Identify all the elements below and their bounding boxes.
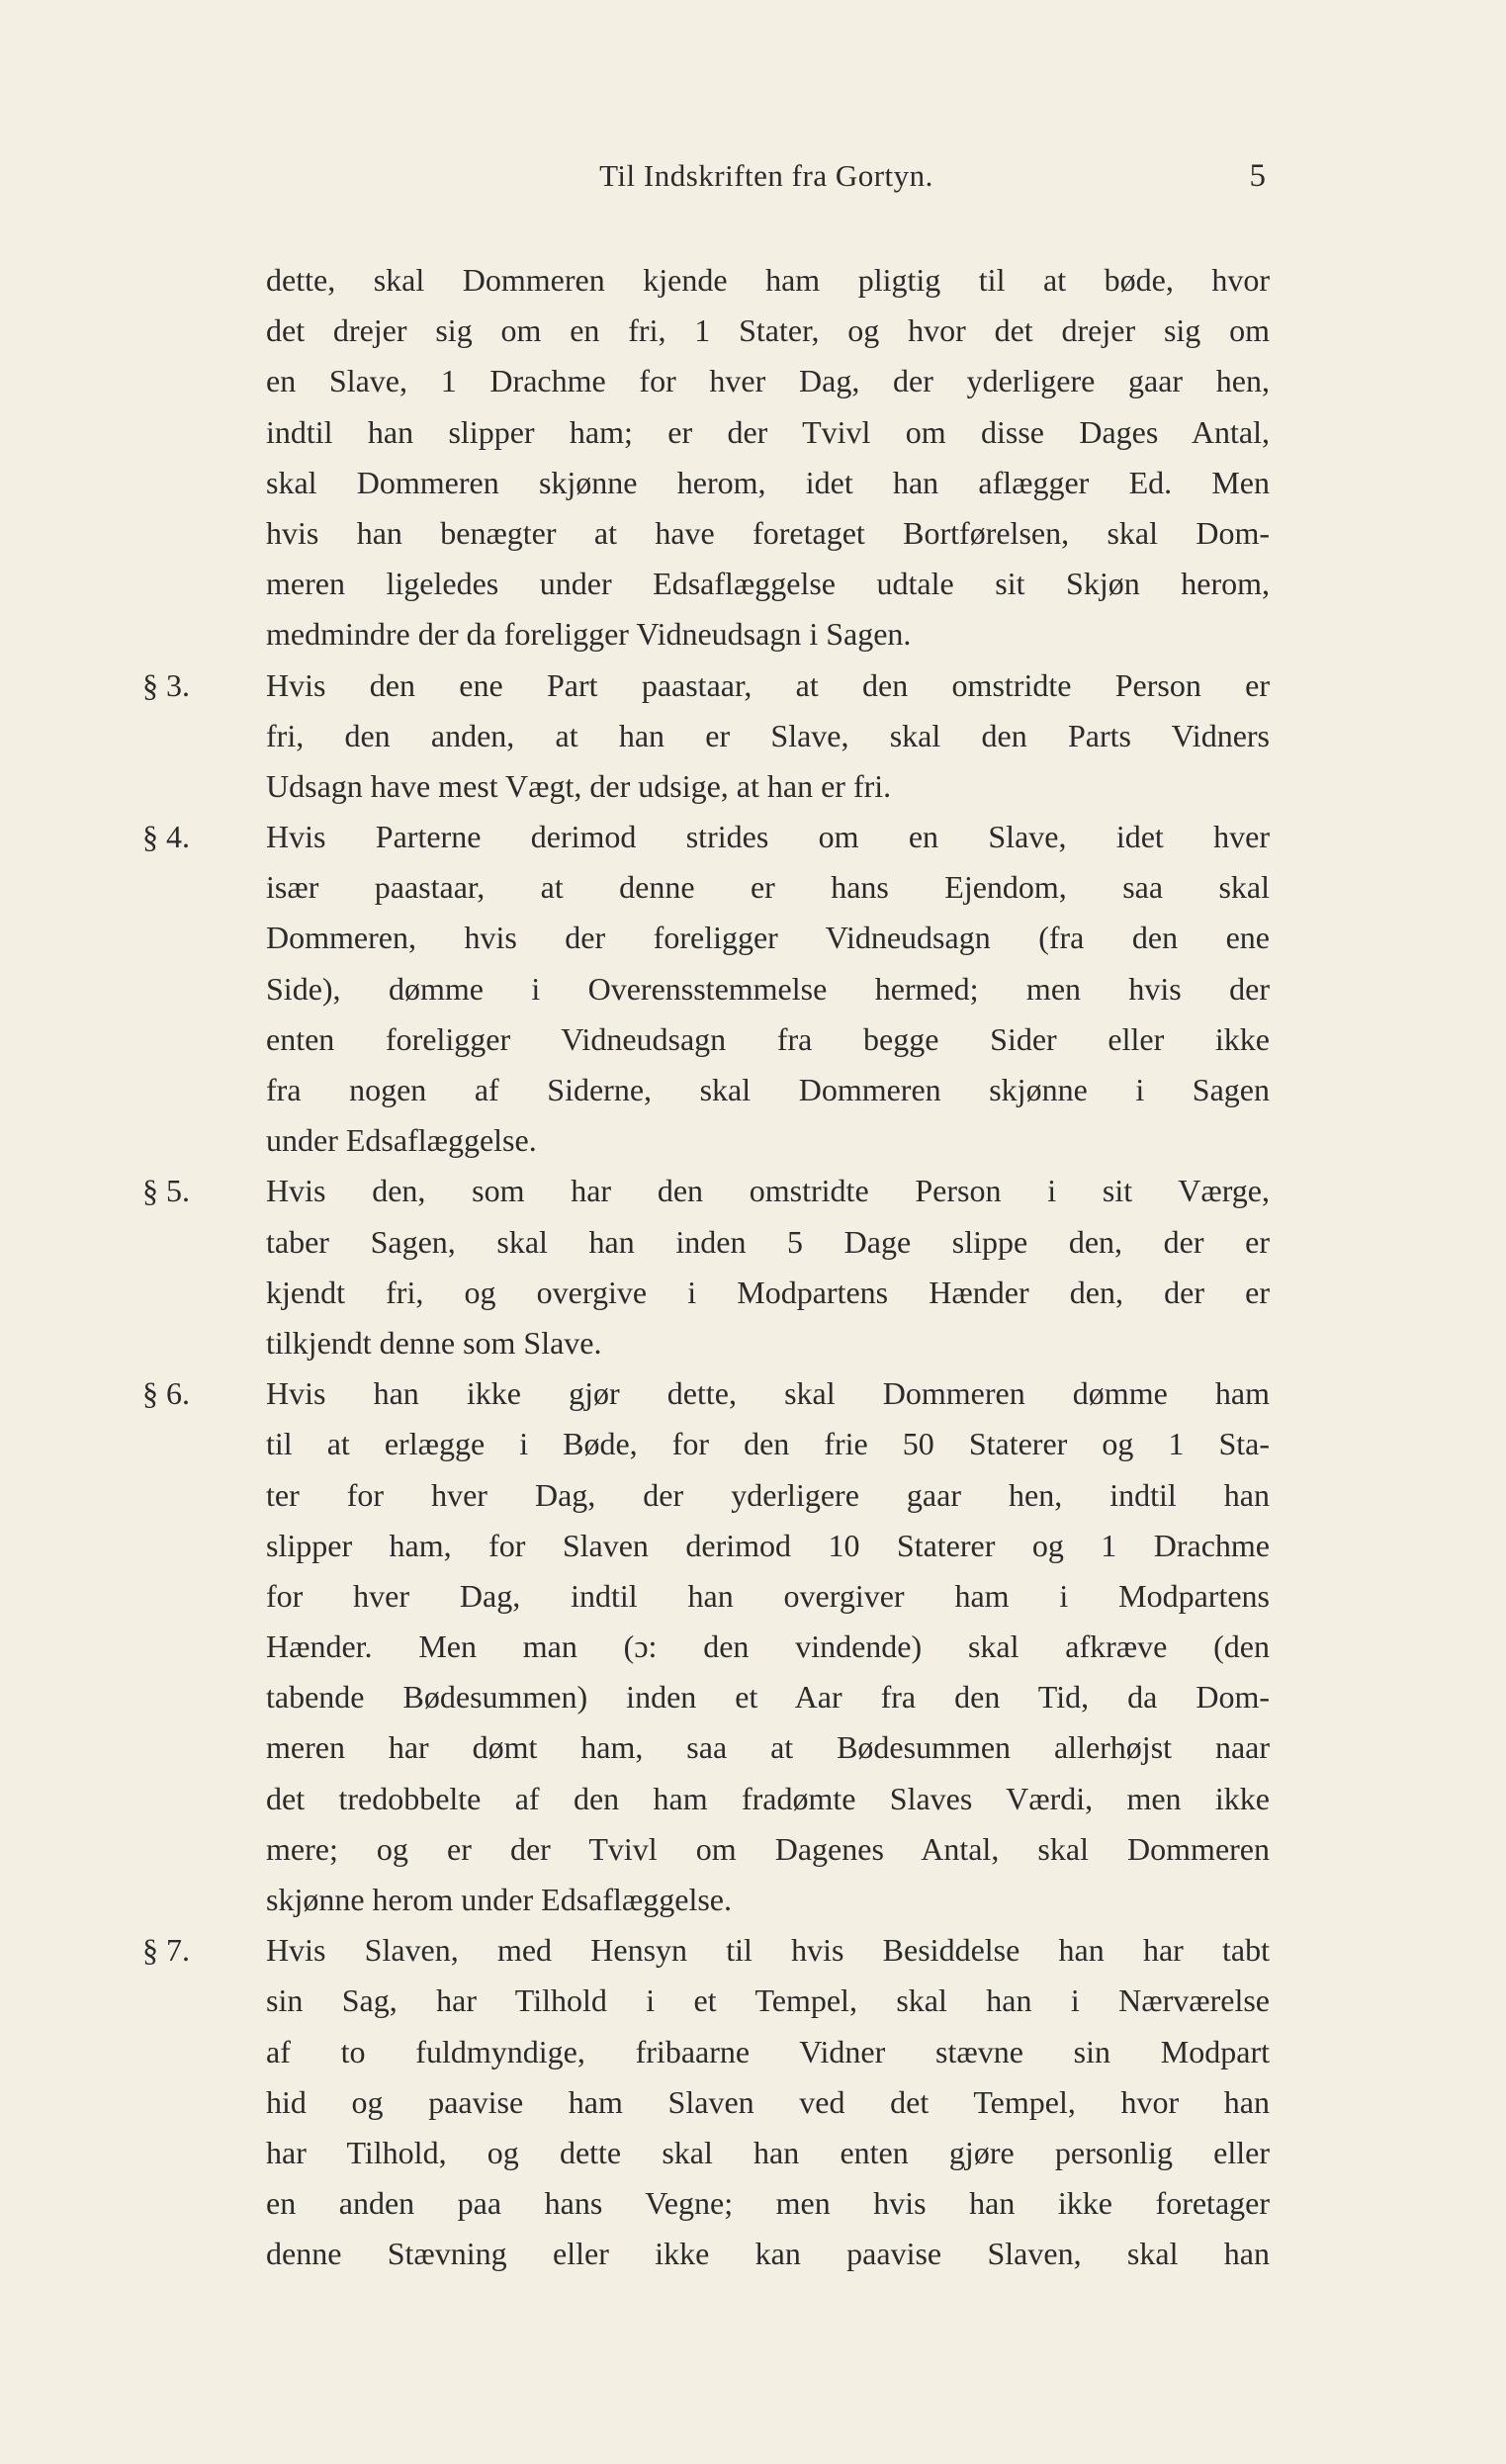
text-line <box>142 2178 1270 2229</box>
text-line <box>142 913 1270 963</box>
line-text: denne Stævning eller ikke kan paavise Slaven, skal han <box>266 2236 1270 2272</box>
text-line <box>142 255 1270 306</box>
text-line <box>142 1925 1270 1976</box>
text-line <box>142 1115 1270 1166</box>
text-line <box>142 1722 1270 1773</box>
text-line <box>142 2027 1270 2077</box>
line-text: slipper ham, for Slaven derimod 10 Staterer og 1 Drachme <box>266 1527 1270 1563</box>
line-text: medmindre der da foreligger Vidneudsagn i Sagen. <box>266 616 912 653</box>
line-text: kjendt fri, og overgive i Modpartens Hænder den, der er <box>266 1274 1270 1310</box>
text-line <box>142 1672 1270 1722</box>
text-line <box>142 964 1270 1014</box>
line-text: ter for hver Dag, der yderligere gaar hen, indtil han <box>266 1476 1270 1513</box>
text-line <box>142 812 1270 862</box>
line-text: dette, skal Dommeren kjende ham pligtig til at bøde, hvor <box>266 262 1270 298</box>
text-line <box>142 356 1270 406</box>
line-text: en Slave, 1 Drachme for hver Dag, der yderligere gaar hen, <box>266 363 1270 399</box>
line-text: Hvis Slaven, med Hensyn til hvis Besiddelse han har tabt <box>266 1932 1270 1969</box>
line-text: har Tilhold, og dette skal han enten gjøre personlig eller <box>266 2134 1270 2170</box>
text-line <box>142 508 1270 559</box>
line-text: til at erlægge i Bøde, for den frie 50 Staterer og 1 Sta- <box>266 1426 1270 1462</box>
line-text: det drejer sig om en fri, 1 Stater, og hvor det drejer sig om <box>266 312 1270 349</box>
body-text <box>142 255 1270 2280</box>
text-line <box>142 1217 1270 1268</box>
line-text: hid og paavise ham Slaven ved det Tempel, hvor han <box>266 2083 1270 2120</box>
text-line <box>142 711 1270 761</box>
text-line <box>142 1014 1270 1065</box>
section-mark: § 4. <box>142 819 190 855</box>
text-line <box>142 1824 1270 1875</box>
page-number: 5 <box>1249 158 1266 194</box>
text-line <box>142 2128 1270 2178</box>
text-line <box>142 1774 1270 1824</box>
line-text: hvis han benægter at have foretaget Bortførelsen, skal Dom- <box>266 514 1270 551</box>
line-text: mere; og er der Tvivl om Dagenes Antal, skal Dommeren <box>266 1830 1270 1867</box>
line-text: Hvis han ikke gjør dette, skal Dommeren dømme ham <box>266 1375 1270 1412</box>
line-text: tilkjendt denne som Slave. <box>266 1324 602 1361</box>
text-line <box>142 1521 1270 1571</box>
text-line <box>142 1166 1270 1216</box>
text-line <box>142 1268 1270 1318</box>
line-text: Hvis den ene Part paastaar, at den omstridte Person er <box>266 666 1270 703</box>
text-line <box>142 1419 1270 1469</box>
text-line <box>142 1622 1270 1672</box>
text-line <box>142 458 1270 508</box>
text-line <box>142 1368 1270 1419</box>
line-text: under Edsaflæggelse. <box>266 1122 537 1159</box>
line-text: fra nogen af Siderne, skal Dommeren skjønne i Sagen <box>266 1072 1270 1107</box>
line-text: Dommeren, hvis der foreligger Vidneudsagn (fra den ene <box>266 920 1270 956</box>
line-text: især paastaar, at denne er hans Ejendom, saa skal <box>266 869 1270 906</box>
line-text: tabende Bødesummen) inden et Aar fra den Tid, da Dom- <box>266 1679 1270 1716</box>
line-text: Side), dømme i Overensstemmelse hermed; men hvis der <box>266 970 1270 1007</box>
section-mark: § 7. <box>142 1932 190 1969</box>
line-text: det tredobbelte af den ham fradømte Slaves Værdi, men ikke <box>266 1780 1270 1816</box>
line-text: Udsagn have mest Vægt, der udsige, at han er fri. <box>266 767 892 804</box>
text-line <box>142 609 1270 660</box>
text-line <box>142 1571 1270 1622</box>
line-text: Hvis den, som har den omstridte Person i sit Værge, <box>266 1173 1270 1209</box>
line-text: taber Sagen, skal han inden 5 Dage slippe den, der er <box>266 1223 1270 1260</box>
text-line <box>142 1976 1270 2026</box>
line-text: for hver Dag, indtil han overgiver ham i Modpartens <box>266 1577 1270 1614</box>
line-text: sin Sag, har Tilhold i et Tempel, skal han i Nærværelse <box>266 1982 1270 2019</box>
text-line <box>142 660 1270 711</box>
line-text: en anden paa hans Vegne; men hvis han ikke foretager <box>266 2185 1270 2222</box>
line-text: indtil han slipper ham; er der Tvivl om disse Dages Antal, <box>266 413 1270 450</box>
section-mark: § 5. <box>142 1173 190 1209</box>
line-text: af to fuldmyndige, fribaarne Vidner stævne sin Modpart <box>266 2033 1270 2069</box>
text-line <box>142 306 1270 356</box>
line-text: enten foreligger Vidneudsagn fra begge Sider eller ikke <box>266 1020 1270 1057</box>
text-line <box>142 862 1270 913</box>
line-text: fri, den anden, at han er Slave, skal den Parts Vidners <box>266 717 1270 753</box>
line-text: Hænder. Men man (ɔ: den vindende) skal afkræve (den <box>266 1628 1270 1665</box>
text-line <box>142 1470 1270 1521</box>
line-text: meren har dømt ham, saa at Bødesummen allerhøjst naar <box>266 1729 1270 1766</box>
text-line <box>142 559 1270 609</box>
text-line <box>142 761 1270 812</box>
running-title: Til Indskriften fra Gortyn. <box>599 158 933 193</box>
text-line <box>142 1318 1270 1368</box>
text-line <box>142 2077 1270 2128</box>
section-mark: § 6. <box>142 1375 190 1412</box>
line-text: skal Dommeren skjønne herom, idet han aflægger Ed. Men <box>266 464 1270 500</box>
text-line <box>142 1875 1270 1925</box>
text-line <box>142 407 1270 458</box>
section-mark: § 3. <box>142 666 190 703</box>
text-line <box>142 2229 1270 2279</box>
text-line <box>142 1065 1270 1115</box>
line-text: Hvis Parterne derimod strides om en Slave, idet hver <box>266 819 1270 855</box>
line-text: skjønne herom under Edsaflæggelse. <box>266 1882 732 1917</box>
running-head <box>267 158 1266 202</box>
line-text: meren ligeledes under Edsaflæggelse udtale sit Skjøn herom, <box>266 566 1270 602</box>
